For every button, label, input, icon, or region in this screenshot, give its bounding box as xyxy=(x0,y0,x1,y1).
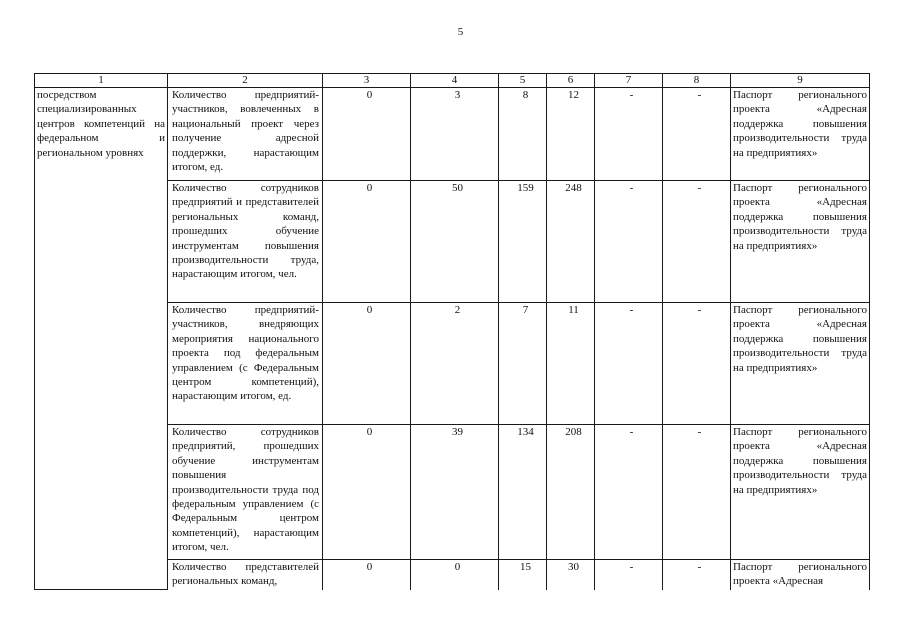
header-cell: 2 xyxy=(168,74,323,88)
value-cell: 159 xyxy=(499,181,547,303)
value-cell: 0 xyxy=(323,425,411,560)
value-cell: - xyxy=(595,560,663,590)
indicator-cell: Количество сотрудников предприятий, прошедших обучение инструментам повышения производительности труда под федеральным управлением (с Федеральным центром компетенций), нарастающим итогом, чел. xyxy=(168,425,323,560)
value-cell: 248 xyxy=(547,181,595,303)
value-cell: 39 xyxy=(411,425,499,560)
indicator-cell: Количество предприятий-участников, вовлеченных в национальный проект через получение адресной поддержки, нарастающим итогом, ед. xyxy=(168,88,323,181)
source-cell: Паспорт регионального проекта «Адресная поддержка повышения производительности труда на предприятиях» xyxy=(731,303,870,425)
value-cell: 8 xyxy=(499,88,547,181)
value-cell: - xyxy=(595,181,663,303)
value-cell: 15 xyxy=(499,560,547,590)
header-cell: 3 xyxy=(323,74,411,88)
value-cell: 7 xyxy=(499,303,547,425)
page-number: 5 xyxy=(457,26,464,38)
header-cell: 7 xyxy=(595,74,663,88)
value-cell: - xyxy=(663,181,731,303)
header-cell: 5 xyxy=(499,74,547,88)
source-cell: Паспорт регионального проекта «Адресная xyxy=(731,560,870,590)
value-cell: 2 xyxy=(411,303,499,425)
value-cell: 30 xyxy=(547,560,595,590)
value-cell: 0 xyxy=(323,88,411,181)
value-cell: 0 xyxy=(323,560,411,590)
source-cell: Паспорт регионального проекта «Адресная поддержка повышения производительности труда на предприятиях» xyxy=(731,181,870,303)
indicator-cell: Количество сотрудников предприятий и представителей региональных команд, прошедших обучение инструментам повышения производительности труда, нарастающим итогом, чел. xyxy=(168,181,323,303)
value-cell: - xyxy=(595,303,663,425)
value-cell: 11 xyxy=(547,303,595,425)
value-cell: 0 xyxy=(323,303,411,425)
value-cell: 0 xyxy=(323,181,411,303)
value-cell: - xyxy=(595,88,663,181)
header-cell: 9 xyxy=(731,74,870,88)
header-cell: 8 xyxy=(663,74,731,88)
value-cell: 0 xyxy=(411,560,499,590)
value-cell: 50 xyxy=(411,181,499,303)
value-cell: 3 xyxy=(411,88,499,181)
source-cell: Паспорт регионального проекта «Адресная поддержка повышения производительности труда на предприятиях» xyxy=(731,88,870,181)
table-row xyxy=(35,88,870,181)
value-cell: - xyxy=(663,303,731,425)
category-text: посредством специализированных центров компетенций на федеральном и региональном уровнях xyxy=(37,89,165,159)
value-cell: - xyxy=(663,560,731,590)
header-row xyxy=(35,74,870,88)
source-cell: Паспорт регионального проекта «Адресная поддержка повышения производительности труда на предприятиях» xyxy=(731,425,870,560)
value-cell: - xyxy=(663,425,731,560)
value-cell: - xyxy=(663,88,731,181)
header-cell: 1 xyxy=(35,74,168,88)
value-cell: 134 xyxy=(499,425,547,560)
value-cell: 12 xyxy=(547,88,595,181)
indicator-cell: Количество представителей региональных команд, xyxy=(168,560,323,590)
value-cell: 208 xyxy=(547,425,595,560)
value-cell: - xyxy=(595,425,663,560)
indicator-cell: Количество предприятий-участников, внедряющих мероприятия национального проекта под федеральным управлением (с Федеральным центром компетенций), нарастающим итогом, ед. xyxy=(168,303,323,425)
category-cell xyxy=(35,88,168,590)
header-cell: 6 xyxy=(547,74,595,88)
indicators-table xyxy=(34,73,870,590)
header-cell: 4 xyxy=(411,74,499,88)
